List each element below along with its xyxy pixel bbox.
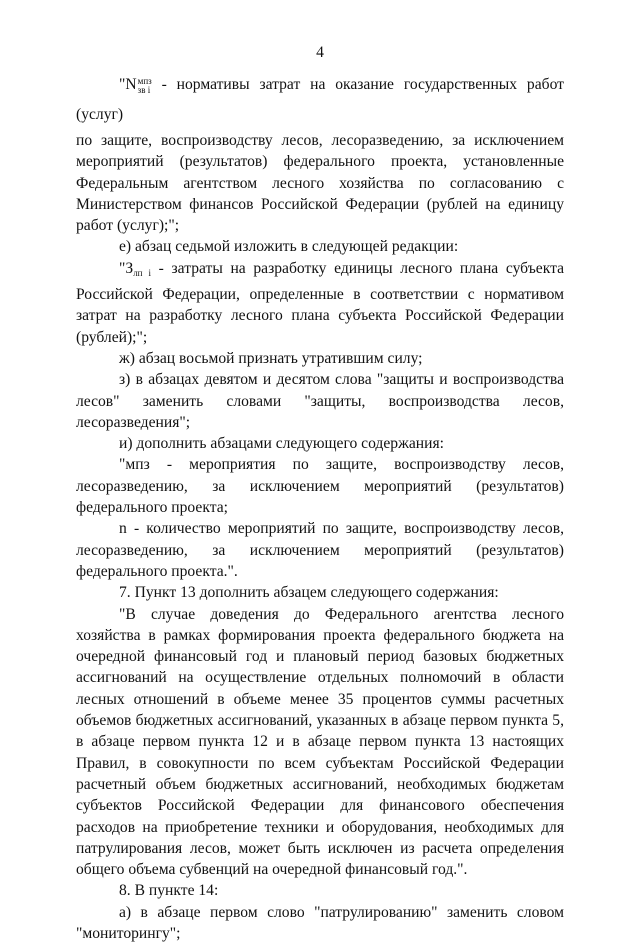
- paragraph-norm-definition: [76, 70, 564, 130]
- paragraph-item-7: 7. Пункт 13 дополнить абзацем следующего содержания:: [119, 584, 499, 602]
- paragraph-item-z: з) в абзацах девятом и десятом слова "защиты и воспроизводства лесов" заменить словами "защиты, воспроизводства лесов, лесоразведения";: [76, 371, 564, 431]
- page-number: 4: [316, 44, 324, 61]
- paragraph-item-i: и) дополнить абзацами следующего содержания:: [119, 435, 444, 453]
- paragraph-norm-continuation: по защите, воспроизводству лесов, лесоразведению, за исключением мероприятий (результатов) федерального проекта, установленные Федеральным агентством лесного хозяйства по согласованию с Министерством финансов Российской Федерации (рублей на единицу работ (услуг);";: [76, 132, 564, 235]
- symbol-subscript: лп i: [133, 267, 152, 278]
- paragraph-item-zh: ж) абзац восьмой признать утратившим силу;: [119, 349, 423, 367]
- paragraph-text: - затраты на разработку единицы лесного плана субъекта Российской Федерации, определенные в соответствии с нормативом затрат на разработку лесного плана субъекта Российской Федерации (рублей);";: [76, 259, 565, 346]
- paragraph-item-e: е) абзац седьмой изложить в следующей редакции:: [119, 238, 459, 256]
- formula-symbol-n: [119, 76, 152, 93]
- paragraph-added-text: "В случае доведения до Федерального агентства лесного хозяйства в рамках формирования проекта федерального бюджета на очередной финансовый год и плановый период базовых бюджетных ассигнований на осуществление отдельных полномочий в области лесных отношений в объеме менее 35 процентов суммы расчетных объемов бюджетных ассигнований, указанных в абзаце первом пункта 5, в абзаце первом пункта 12 и в абзаце первом пункта 13 настоящих Правил, в совокупности по всем субъектам Российской Федерации расчетный объем бюджетных ассигнований, необходимых бюджетам субъектов Российской Федерации для финансового обеспечения расходов на приобретение техники и оборудования, необходимых для патрулирования лесов, может быть исключен из расчета определения общего объема субвенций на очередной финансовый год.".: [76, 605, 564, 879]
- symbol-subscript: зв i: [137, 85, 151, 95]
- symbol-base: N: [125, 76, 137, 93]
- symbol-superscript: мпз: [137, 76, 152, 86]
- paragraph-mpz-definition: "мпз - мероприятия по защите, воспроизводству лесов, лесоразведению, за исключением мероприятий (результатов) федерального проекта;: [76, 456, 564, 517]
- paragraph-text: - нормативы затрат на оказание государственных работ (услуг): [76, 76, 564, 123]
- symbol-base: З: [125, 259, 134, 277]
- paragraph-n-definition: n - количество мероприятий по защите, воспроизводству лесов, лесоразведению, за исключением мероприятий (результатов) федерального проекта.".: [76, 520, 564, 580]
- quote-mark: ": [119, 76, 126, 93]
- paragraph-item-a: а) в абзаце первом слово "патрулированию" заменить словом "мониторингу";: [76, 903, 564, 942]
- symbol-scripts: [138, 77, 152, 95]
- paragraph-cost-definition: [76, 258, 564, 348]
- document-body: [76, 70, 564, 944]
- paragraph-item-8: 8. В пункте 14:: [119, 882, 219, 900]
- quote-mark: ": [119, 259, 126, 277]
